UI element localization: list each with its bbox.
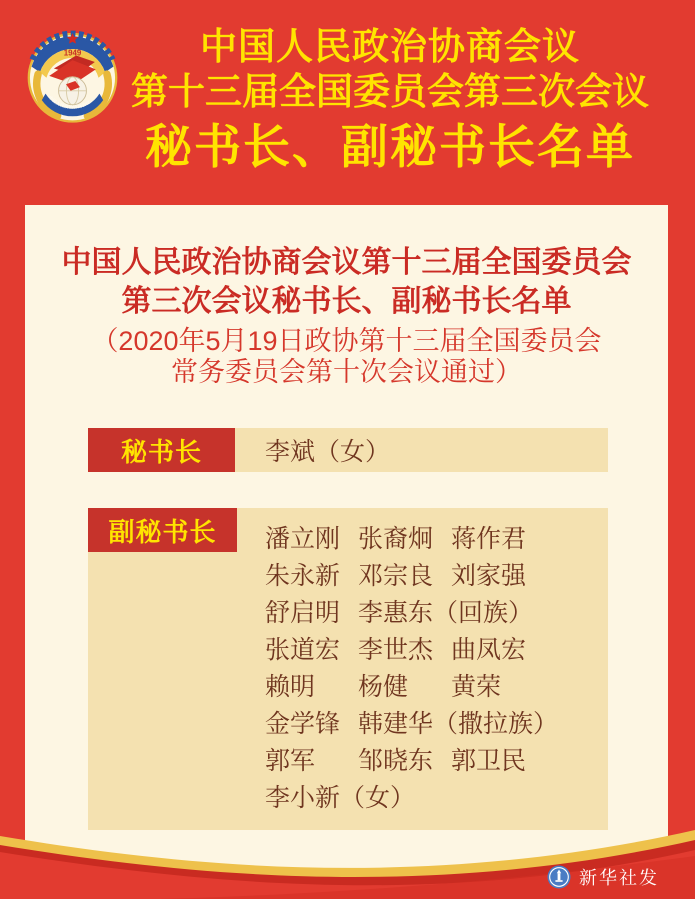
name-row <box>265 740 558 777</box>
deputy-name: 邹晓东 <box>358 746 434 775</box>
deputy-name: 李小新（女） <box>265 783 416 812</box>
secretary-general-row <box>88 428 608 472</box>
credit-text: 新华社发 <box>579 868 659 888</box>
name-row <box>265 629 558 666</box>
deputy-name: 李惠东（回族） <box>358 598 534 627</box>
heading-line-2: 第三次会议秘书长、副秘书长名单 <box>121 285 572 318</box>
deputy-name-list <box>265 518 558 814</box>
date-line-1: （2020年5月19日政协第十三届全国委员会 <box>91 326 602 356</box>
name-row <box>265 666 558 703</box>
deputy-name: 赖明 <box>265 672 316 701</box>
emblem-banner-text: 中国人民政治协商会议 <box>47 94 92 110</box>
deputy-panel <box>88 508 608 830</box>
deputy-name: 张裔炯 <box>358 524 434 553</box>
deputy-name: 邓宗良 <box>358 561 434 590</box>
deputy-label: 副秘书长 <box>88 508 237 552</box>
deputy-name: 黄荣 <box>451 672 502 701</box>
deputy-name: 郭卫民 <box>451 746 527 775</box>
deputy-name: 金学锋 <box>265 709 341 738</box>
name-row <box>265 777 558 814</box>
title-line-2: 第十三届全国委员会第三次会议 <box>131 71 649 112</box>
deputy-name: 郭军 <box>265 746 316 775</box>
document-heading <box>25 243 668 321</box>
secretary-general-label: 秘书长 <box>88 428 235 472</box>
deputy-name: 蒋作君 <box>451 524 527 553</box>
heading-line-1: 中国人民政治协商会议第十三届全国委员会 <box>61 246 632 279</box>
poster-title <box>106 24 674 179</box>
title-line-1: 中国人民政治协商会议 <box>200 26 580 67</box>
deputy-name: 朱永新 <box>265 561 341 590</box>
deputy-name: 舒启明 <box>265 598 341 627</box>
deputy-name: 杨健 <box>358 672 409 701</box>
date-line-2: 常务委员会第十次会议通过） <box>171 357 522 387</box>
deputy-name: 曲凤宏 <box>451 635 527 664</box>
deputy-name: 韩建华（撒拉族） <box>358 709 559 738</box>
emblem-year: 1949 <box>63 48 82 58</box>
title-line-3: 秘书长、副秘书长名单 <box>145 120 635 173</box>
deputy-name: 李世杰 <box>358 635 434 664</box>
name-row <box>265 518 558 555</box>
name-row <box>265 555 558 592</box>
credit <box>547 864 659 890</box>
xinhua-logo-icon <box>547 865 571 889</box>
deputy-name: 潘立刚 <box>265 524 341 553</box>
name-row <box>265 703 558 740</box>
document-panel <box>25 205 668 877</box>
approval-date <box>25 326 668 388</box>
deputy-name: 刘家强 <box>451 561 527 590</box>
deputy-name: 张道宏 <box>265 635 341 664</box>
secretary-general-name: 李斌（女） <box>265 438 391 466</box>
name-row <box>265 592 558 629</box>
